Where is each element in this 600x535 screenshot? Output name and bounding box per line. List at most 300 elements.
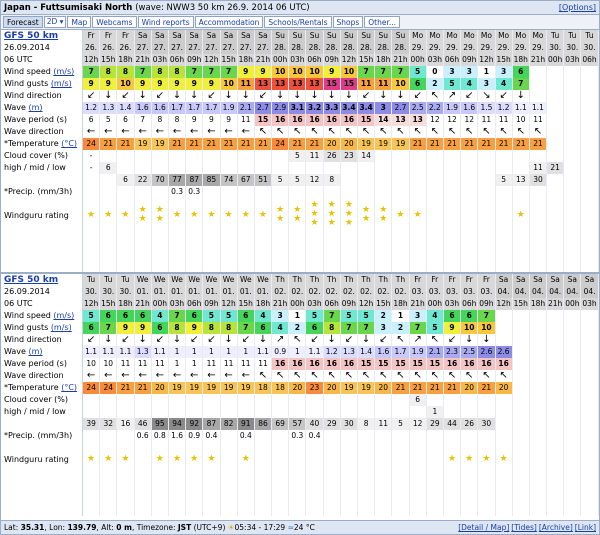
rating-stars xyxy=(427,442,443,460)
cell-precip: 0.3 xyxy=(291,431,304,440)
options-link[interactable]: [Options] xyxy=(558,3,596,12)
star-icon: ★ xyxy=(344,209,353,219)
rating-stars xyxy=(255,198,271,220)
rating-stars xyxy=(410,442,426,460)
forecast-column xyxy=(478,274,495,516)
cell-temp: 18 xyxy=(255,382,271,394)
cell-days: Mo xyxy=(513,30,529,42)
cell-dates: 03. xyxy=(410,286,426,298)
cell-cloud-h xyxy=(324,394,340,406)
forecast-column xyxy=(203,30,220,272)
cell-dates: 26. xyxy=(117,42,133,54)
cell-wdir: ↗ xyxy=(413,334,422,345)
cell-dates: 01. xyxy=(203,286,219,298)
cell-cloud-h xyxy=(392,150,408,162)
cell-days: Mo xyxy=(461,30,477,42)
cell-cloud-l xyxy=(564,418,580,430)
cell-cloud-h: 5 xyxy=(289,150,305,162)
cell-cloud-l: 30 xyxy=(341,418,357,430)
cell-wvdir: ← xyxy=(104,370,113,381)
cell-cloud-h xyxy=(100,394,116,406)
cell-cloud-l xyxy=(375,174,391,186)
rating-stars xyxy=(221,442,237,460)
cell-wdir: ↓ xyxy=(379,90,388,101)
cell-days: Tu xyxy=(581,30,597,42)
wave-unit-link[interactable]: (m) xyxy=(28,347,43,356)
cell-temp xyxy=(564,138,580,150)
rating-stars xyxy=(169,198,185,220)
cell-dates: 02. xyxy=(375,286,391,298)
row-label: Wind direction xyxy=(4,91,62,100)
cell-wdir xyxy=(581,334,597,346)
cell-temp: 20 xyxy=(324,382,340,394)
cell-dates: 29. xyxy=(410,42,426,54)
cell-cloud-h xyxy=(169,150,185,162)
cell-dates: 01. xyxy=(152,286,168,298)
cell-hours: 21h xyxy=(530,55,546,64)
cell-wave: 2.6 xyxy=(496,346,512,358)
cell-hours: 03h xyxy=(307,299,322,308)
cell-temp: 18 xyxy=(272,382,288,394)
cell-precip xyxy=(444,186,460,198)
cell-dates: 02. xyxy=(289,286,305,298)
cell-gusts: 7 xyxy=(100,322,116,334)
cell-precip xyxy=(530,186,546,198)
forecast-column xyxy=(83,30,100,272)
cell-wvdir xyxy=(564,126,580,138)
cell-dates: 04. xyxy=(547,286,563,298)
rating-stars xyxy=(581,442,597,460)
menu-bar xyxy=(1,15,599,30)
cell-wvdir: ↖ xyxy=(465,126,474,137)
cell-precip xyxy=(496,186,512,198)
forecast-column xyxy=(272,30,289,272)
cell-gusts: 7 xyxy=(341,322,357,334)
rating-stars xyxy=(478,442,494,464)
cell-period: 16 xyxy=(289,358,305,370)
cell-precip xyxy=(581,186,597,198)
cell-temp: 21 xyxy=(444,138,460,150)
cell-dates: 01. xyxy=(221,286,237,298)
cell-hours: 18h xyxy=(530,299,546,308)
menu-item-accommodation[interactable]: Accommodation xyxy=(195,16,264,28)
temp-unit-link[interactable]: (°C) xyxy=(61,383,78,392)
cell-gusts: 2 xyxy=(427,78,443,90)
cell-wind: 5 xyxy=(358,310,374,322)
footer-link-0[interactable]: [Detail / Map] xyxy=(458,523,510,532)
footer-links xyxy=(456,523,596,532)
cell-precip xyxy=(530,430,546,442)
cell-wind: 8 xyxy=(169,66,185,78)
cell-gusts: 6 xyxy=(255,322,271,334)
cell-wave: 2.2 xyxy=(427,102,443,114)
cell-cloud-m: 6 xyxy=(100,162,116,174)
cell-days: Sa xyxy=(203,30,219,42)
cell-days: We xyxy=(255,274,271,286)
cell-wdir: ↙ xyxy=(155,334,165,345)
cell-wdir: ↓ xyxy=(104,334,113,345)
cell-cloud-h xyxy=(203,150,219,162)
forecast-column xyxy=(513,274,530,516)
cell-cloud-l: 12 xyxy=(410,418,426,430)
cell-cloud-m xyxy=(496,162,512,174)
cell-wdir: ↙ xyxy=(344,334,354,345)
cell-wind: 10 xyxy=(341,66,357,78)
cell-precip xyxy=(427,430,443,442)
forecast-column xyxy=(461,30,478,272)
cell-cloud-l: 5 xyxy=(289,174,305,186)
cell-period xyxy=(564,358,580,370)
cell-wave: 1.1 xyxy=(530,102,546,114)
forecast-column xyxy=(496,274,513,516)
rating-stars xyxy=(392,442,408,460)
cell-hours: 00h xyxy=(548,55,563,64)
cell-hours: 15h xyxy=(101,55,116,64)
cell-wvdir: ← xyxy=(104,126,113,137)
star-icon: ★ xyxy=(155,205,164,215)
cell-days: Th xyxy=(375,274,391,286)
cell-hours: 12h xyxy=(341,55,357,64)
cell-hours: 00h xyxy=(290,299,305,308)
spot-title: Japan - Futtsumisaki North (wave: NWW3 50 km 26.9. 2014 06 UTC) xyxy=(4,2,310,13)
cell-temp xyxy=(513,382,529,394)
cell-precip xyxy=(238,186,254,198)
cell-period: 12 xyxy=(444,114,460,126)
forecast-column xyxy=(461,274,478,516)
cell-dates: 29. xyxy=(530,42,546,54)
cell-days: Th xyxy=(358,274,374,286)
cell-temp: 21 xyxy=(306,138,322,150)
cell-wave: 3 xyxy=(375,102,391,114)
cell-temp: 21 xyxy=(238,138,254,150)
cell-wvdir: ↖ xyxy=(275,126,285,137)
cell-dates: 04. xyxy=(530,286,546,298)
model-name[interactable]: GFS 50 km xyxy=(4,31,59,41)
cell-gusts: 9 xyxy=(186,322,202,334)
wave-unit-link[interactable]: (m) xyxy=(28,103,43,112)
footer-link-2[interactable]: [Archive] xyxy=(538,523,573,532)
cell-days: Su xyxy=(289,30,305,42)
cell-wdir: ↓ xyxy=(327,334,336,345)
cell-hours: 06h xyxy=(187,299,202,308)
cell-temp: 20 xyxy=(324,138,340,150)
row-label: Wind speed (m/s) xyxy=(4,311,75,320)
cell-period: 9 xyxy=(221,114,237,126)
cell-cloud-h xyxy=(117,150,133,162)
cell-wdir xyxy=(496,334,512,346)
cell-period: 16 xyxy=(478,358,494,370)
cell-wind: 8 xyxy=(117,66,133,78)
cell-cloud-h xyxy=(530,150,546,162)
cell-wvdir: ↖ xyxy=(396,126,405,137)
cell-period: 11 xyxy=(135,358,151,370)
cell-period: 15 xyxy=(358,358,374,370)
star-icon: ★ xyxy=(465,454,474,464)
cell-dates: 01. xyxy=(135,286,151,298)
cell-cloud-l xyxy=(496,418,512,430)
cell-wave: 1.2 xyxy=(83,102,99,114)
cell-dates: 28. xyxy=(375,42,391,54)
cell-precip xyxy=(564,430,580,442)
cell-dates: 30. xyxy=(83,286,99,298)
cell-wind: 9 xyxy=(255,66,271,78)
rating-stars xyxy=(358,442,374,460)
cell-gusts xyxy=(547,322,563,334)
cell-wvdir: ← xyxy=(172,370,182,381)
cell-period: 12 xyxy=(427,114,443,126)
wind-unit-link[interactable]: (m/s) xyxy=(53,311,75,320)
cell-dates: 29. xyxy=(461,42,477,54)
cell-period xyxy=(581,114,597,126)
location-info: Lat: 35.31, Lon: 139.79, Alt: 0 m, Timezone: JST (UTC+9) ☀05:34 - 17:29 ≈24 °C xyxy=(4,523,315,532)
forecast-column xyxy=(135,30,152,272)
menu-item-map[interactable]: Map xyxy=(67,16,91,28)
cell-wind: 4 xyxy=(152,310,168,322)
cell-gusts: 9 xyxy=(100,78,116,90)
gust-unit-link[interactable]: (m/s) xyxy=(50,323,72,332)
cell-period: 1 xyxy=(169,358,185,370)
forecast-column xyxy=(547,30,564,272)
cell-hours: 21h xyxy=(393,55,408,64)
cell-days: Sa xyxy=(135,30,151,42)
cell-dates: 02. xyxy=(392,286,408,298)
cell-precip xyxy=(83,186,99,198)
cell-dates: 30. xyxy=(547,42,563,54)
star-icon: ★ xyxy=(104,454,113,464)
forecast-column xyxy=(358,30,375,272)
cell-hours: 18h xyxy=(255,299,271,308)
cell-cloud-m xyxy=(392,162,408,174)
cell-wave: 3.4 xyxy=(342,103,356,112)
cell-wdir: ↓ xyxy=(275,90,285,101)
cell-wdir: ↙ xyxy=(379,334,388,345)
cell-precip xyxy=(547,430,563,442)
cell-period: 9 xyxy=(186,114,202,126)
cell-cloud-h xyxy=(410,150,426,162)
cell-wave: 2.7 xyxy=(255,102,271,114)
cell-hours: 18h xyxy=(393,299,408,308)
cell-wind: 10 xyxy=(272,66,288,78)
cell-temp: 21 xyxy=(221,138,237,150)
cell-precip xyxy=(255,186,271,198)
rating-stars xyxy=(341,198,357,228)
cell-precip xyxy=(375,186,391,198)
cell-wdir xyxy=(530,90,546,102)
cell-wvdir: ↖ xyxy=(275,370,285,381)
cell-wdir: ↙ xyxy=(207,334,216,345)
cell-cloud-h xyxy=(306,394,322,406)
cell-gusts: 9 xyxy=(169,78,185,90)
cell-temp: 21 xyxy=(513,138,529,150)
cell-wvdir: ← xyxy=(121,126,130,137)
cell-wind: 7 xyxy=(358,66,374,78)
menu-item-2d[interactable]: 2D ▾ xyxy=(44,16,67,28)
menu-item-schools-rentals[interactable]: Schools/Rentals xyxy=(264,16,331,28)
cell-wind: 5 xyxy=(221,310,237,322)
cell-wdir: ↙ xyxy=(447,334,457,345)
cell-days: Fr xyxy=(117,30,133,42)
cell-hours: 15h xyxy=(221,55,236,64)
cell-days: Su xyxy=(324,30,340,42)
cell-cloud-l xyxy=(581,174,597,186)
cell-wdir: ↓ xyxy=(396,90,405,101)
forecast-column xyxy=(410,30,427,272)
wind-unit-link[interactable]: (m/s) xyxy=(53,67,75,76)
footer xyxy=(1,520,599,534)
cell-cloud-l xyxy=(427,174,443,186)
rating-stars xyxy=(375,442,391,460)
cell-temp: 24 xyxy=(83,138,99,150)
cell-wvdir: ← xyxy=(207,126,216,137)
cell-wind xyxy=(581,66,597,78)
row-label: Wave (m) xyxy=(4,347,43,356)
cell-cloud-m xyxy=(169,406,185,418)
forecast-column xyxy=(306,274,323,516)
cell-wave: 1.1 xyxy=(117,346,133,358)
cell-period: 7 xyxy=(135,114,151,126)
rating-stars xyxy=(547,442,563,460)
menu-item-wind-reports[interactable]: Wind reports xyxy=(138,16,194,28)
cell-cloud-m xyxy=(169,162,185,174)
cell-gusts: 13 xyxy=(255,78,271,90)
rating-stars xyxy=(135,442,151,460)
cell-wdir: ↗ xyxy=(275,334,285,345)
cell-cloud-h xyxy=(135,150,151,162)
cell-temp xyxy=(547,382,563,394)
footer-link-3[interactable]: [Link] xyxy=(574,523,596,532)
forecast-column xyxy=(496,30,513,272)
cell-cloud-h xyxy=(341,394,357,406)
cell-cloud-m xyxy=(341,162,357,174)
cell-cloud-h xyxy=(272,150,288,162)
cell-days: Su xyxy=(272,30,288,42)
cell-cloud-l: 30 xyxy=(478,418,494,430)
cell-precip xyxy=(496,430,512,442)
cell-dates: 29. xyxy=(427,42,443,54)
cell-gusts: 6 xyxy=(306,322,322,334)
cell-temp: 21 xyxy=(100,138,116,150)
cell-dates: 04. xyxy=(513,286,529,298)
cell-temp: 19 xyxy=(238,382,254,394)
cell-gusts: 10 xyxy=(221,78,237,90)
cell-wdir: ↓ xyxy=(224,334,233,345)
cell-hours: 09h xyxy=(341,299,357,308)
menu-item-shops[interactable]: Shops xyxy=(333,16,364,28)
cell-wvdir: ← xyxy=(190,370,199,381)
cell-hours: 03h xyxy=(444,299,460,308)
cell-wave xyxy=(564,102,580,114)
cell-period: 15 xyxy=(375,358,391,370)
cell-cloud-m xyxy=(238,406,254,418)
cell-temp: 21 xyxy=(392,382,408,394)
cell-cloud-h xyxy=(152,394,168,406)
cell-temp: 23 xyxy=(306,382,322,394)
cell-cloud-m xyxy=(238,162,254,174)
cell-wvdir xyxy=(547,370,563,382)
menu-item-forecast[interactable]: Forecast xyxy=(3,16,43,28)
cell-days: Th xyxy=(272,274,288,286)
cell-period: 15 xyxy=(358,114,374,126)
star-icon: ★ xyxy=(241,454,250,464)
menu-item-webcams[interactable]: Webcams xyxy=(92,16,136,28)
cell-wdir: ↓ xyxy=(172,334,182,345)
menu-item-other[interactable]: Other... xyxy=(364,16,400,28)
gust-unit-link[interactable]: (m/s) xyxy=(50,79,72,88)
cell-period: 10 xyxy=(83,358,99,370)
cell-cloud-l: 39 xyxy=(83,418,99,430)
cell-gusts xyxy=(530,78,546,90)
cell-period: 6 xyxy=(83,114,99,126)
cell-wave xyxy=(581,102,597,114)
cell-cloud-h xyxy=(255,394,271,406)
cell-cloud-l: 46 xyxy=(135,418,151,430)
cell-cloud-m xyxy=(358,406,374,418)
forecast-column xyxy=(135,274,152,516)
forecast-column xyxy=(392,30,409,272)
cell-cloud-m xyxy=(581,162,597,174)
cell-cloud-h xyxy=(186,394,202,406)
cell-wave xyxy=(530,346,546,358)
cell-wave: 1.9 xyxy=(444,102,460,114)
forecast-column xyxy=(392,274,409,516)
cell-temp: 19 xyxy=(186,382,202,394)
cell-cloud-m xyxy=(513,406,529,418)
cell-cloud-m xyxy=(461,406,477,418)
cell-wave: 2.5 xyxy=(461,346,477,358)
cell-wvdir: ↖ xyxy=(396,370,405,381)
cell-wind: 4 xyxy=(255,310,271,322)
forecast-column xyxy=(255,30,272,272)
cell-wave: 1.4 xyxy=(117,102,133,114)
cell-days: Mo xyxy=(444,30,460,42)
row-label: *Temperature (°C) xyxy=(4,383,78,392)
cell-cloud-h: 23 xyxy=(341,150,357,162)
cell-wdir xyxy=(547,334,563,346)
cell-cloud-m xyxy=(513,162,529,174)
cell-precip xyxy=(272,430,288,442)
star-icon: ★ xyxy=(276,205,285,215)
cell-dates: 03. xyxy=(478,286,494,298)
cell-cloud-l: 16 xyxy=(117,418,133,430)
cell-dates: 28. xyxy=(272,42,288,54)
cell-wind: 8 xyxy=(100,66,116,78)
cell-wind: 5 xyxy=(83,310,99,322)
temp-unit-link[interactable]: (°C) xyxy=(61,139,78,148)
cell-days: Sa xyxy=(238,30,254,42)
cell-temp: 20 xyxy=(461,382,477,394)
cell-wdir: ↙ xyxy=(310,334,319,345)
cell-dates: 04. xyxy=(564,286,580,298)
cell-wvdir: ↖ xyxy=(430,370,440,381)
rating-stars xyxy=(461,442,477,464)
cell-wvdir: ← xyxy=(155,370,165,381)
cell-hours: 21h xyxy=(255,55,271,64)
cell-dates: 02. xyxy=(306,286,322,298)
row-label: 06 UTC xyxy=(4,299,33,308)
forecast-column xyxy=(410,274,427,516)
model-name[interactable]: GFS 50 km xyxy=(4,275,59,285)
cell-cloud-m xyxy=(564,162,580,174)
cell-wvdir: ↖ xyxy=(430,126,440,137)
cell-wind: 6 xyxy=(444,310,460,322)
footer-link-1[interactable]: [Tides] xyxy=(511,523,537,532)
cell-days: Sa xyxy=(581,274,597,286)
row-label: 26.09.2014 xyxy=(4,287,50,296)
cell-cloud-h xyxy=(83,394,99,406)
cell-hours: 21h xyxy=(135,299,150,308)
cell-gusts: 9 xyxy=(203,78,219,90)
rating-stars xyxy=(117,442,133,464)
